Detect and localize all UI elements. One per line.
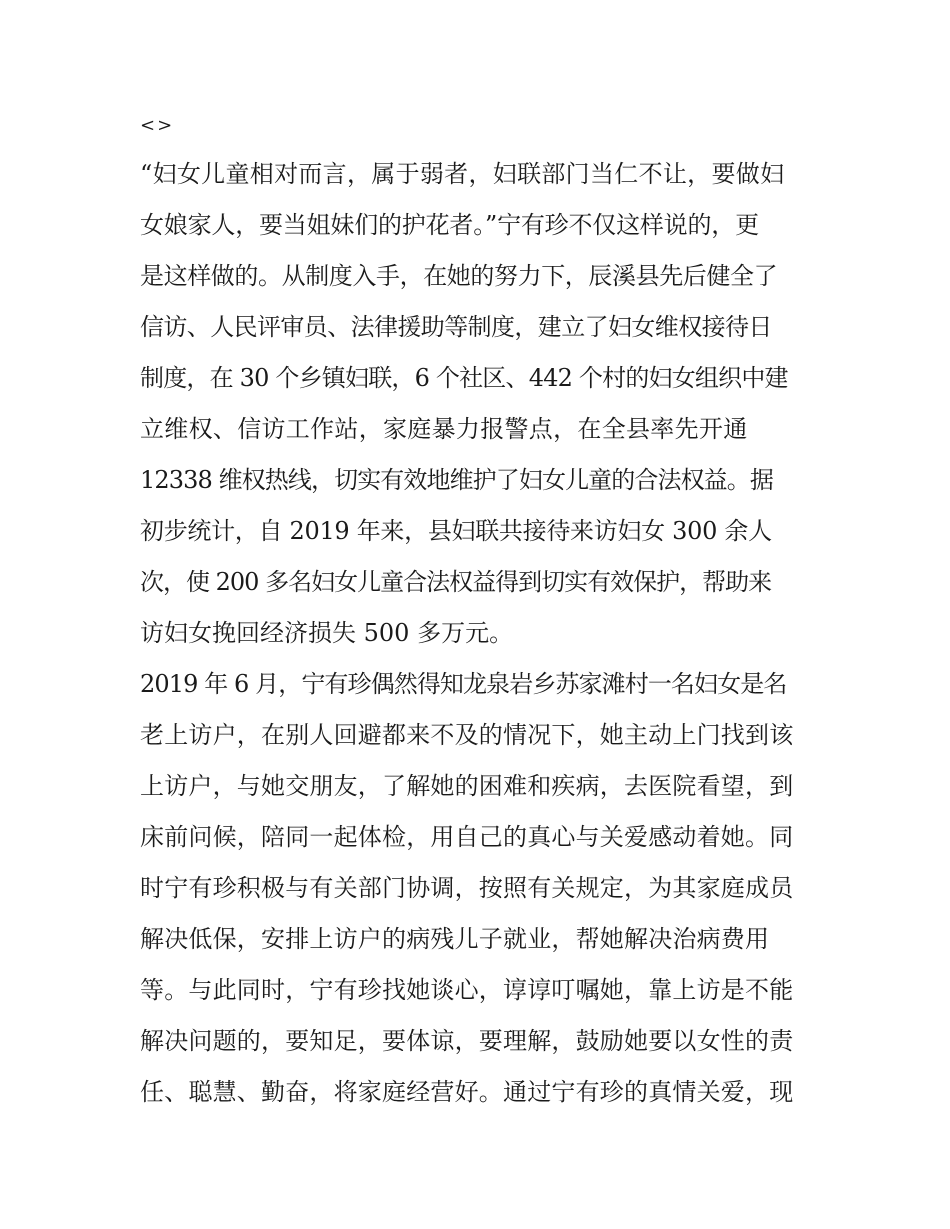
text-line: 等。与此同时，宁有珍找她谈心，谆谆叮嘱她，靠上访是不能 [140,976,794,1004]
text-line: 床前问候，陪同一起体检，用自己的真心与关爱感动着她。同 [140,823,794,851]
text-line: 时宁有珍积极与有关部门协调，按照有关规定，为其家庭成员 [140,874,794,902]
text-line: 上访户，与她交朋友，了解她的困难和疾病，去医院看望，到 [140,772,794,800]
text-line: 立维权、信访工作站，家庭暴力报警点，在全县率先开通 [140,415,748,443]
text-line: 次，使 200 多名妇女儿童合法权益得到切实有效保护，帮助来 [140,568,772,596]
text-line: 女娘家人，要当姐妹们的护花者。”宁有珍不仅这样说的，更 [140,211,759,239]
text-line: 制度，在 30 个乡镇妇联，6 个社区、442 个村的妇女组织中建 [140,364,788,392]
text-line: 任、聪慧、勤奋，将家庭经营好。通过宁有珍的真情关爱，现 [140,1078,794,1106]
text-line: 12338 维权热线，切实有效地维护了妇女儿童的合法权益。据 [140,466,773,494]
text-line: 2019 年 6 月，宁有珍偶然得知龙泉岩乡苏家滩村一名妇女是名 [140,670,787,698]
text-line: 解决低保，安排上访户的病残儿子就业，帮她解决治病费用 [140,925,770,953]
text-line: 访妇女挽回经济损失 500 多万元。 [140,619,514,647]
text-line: 初步统计，自 2019 年来，县妇联共接待来访妇女 300 余人 [140,517,772,545]
text-line: 信访、人民评审员、法律援助等制度，建立了妇女维权接待日 [140,313,772,341]
text-line: 是这样做的。从制度入手，在她的努力下，辰溪县先后健全了 [140,262,778,290]
section-marker: <> [140,115,175,136]
text-line: “妇女儿童相对而言，属于弱者，妇联部门当仁不让，要做妇 [140,160,785,188]
text-line: 解决问题的，要知足，要体谅，要理解，鼓励她要以女性的责 [140,1027,794,1055]
text-line: 老上访户，在别人回避都来不及的情况下，她主动上门找到该 [140,721,794,749]
